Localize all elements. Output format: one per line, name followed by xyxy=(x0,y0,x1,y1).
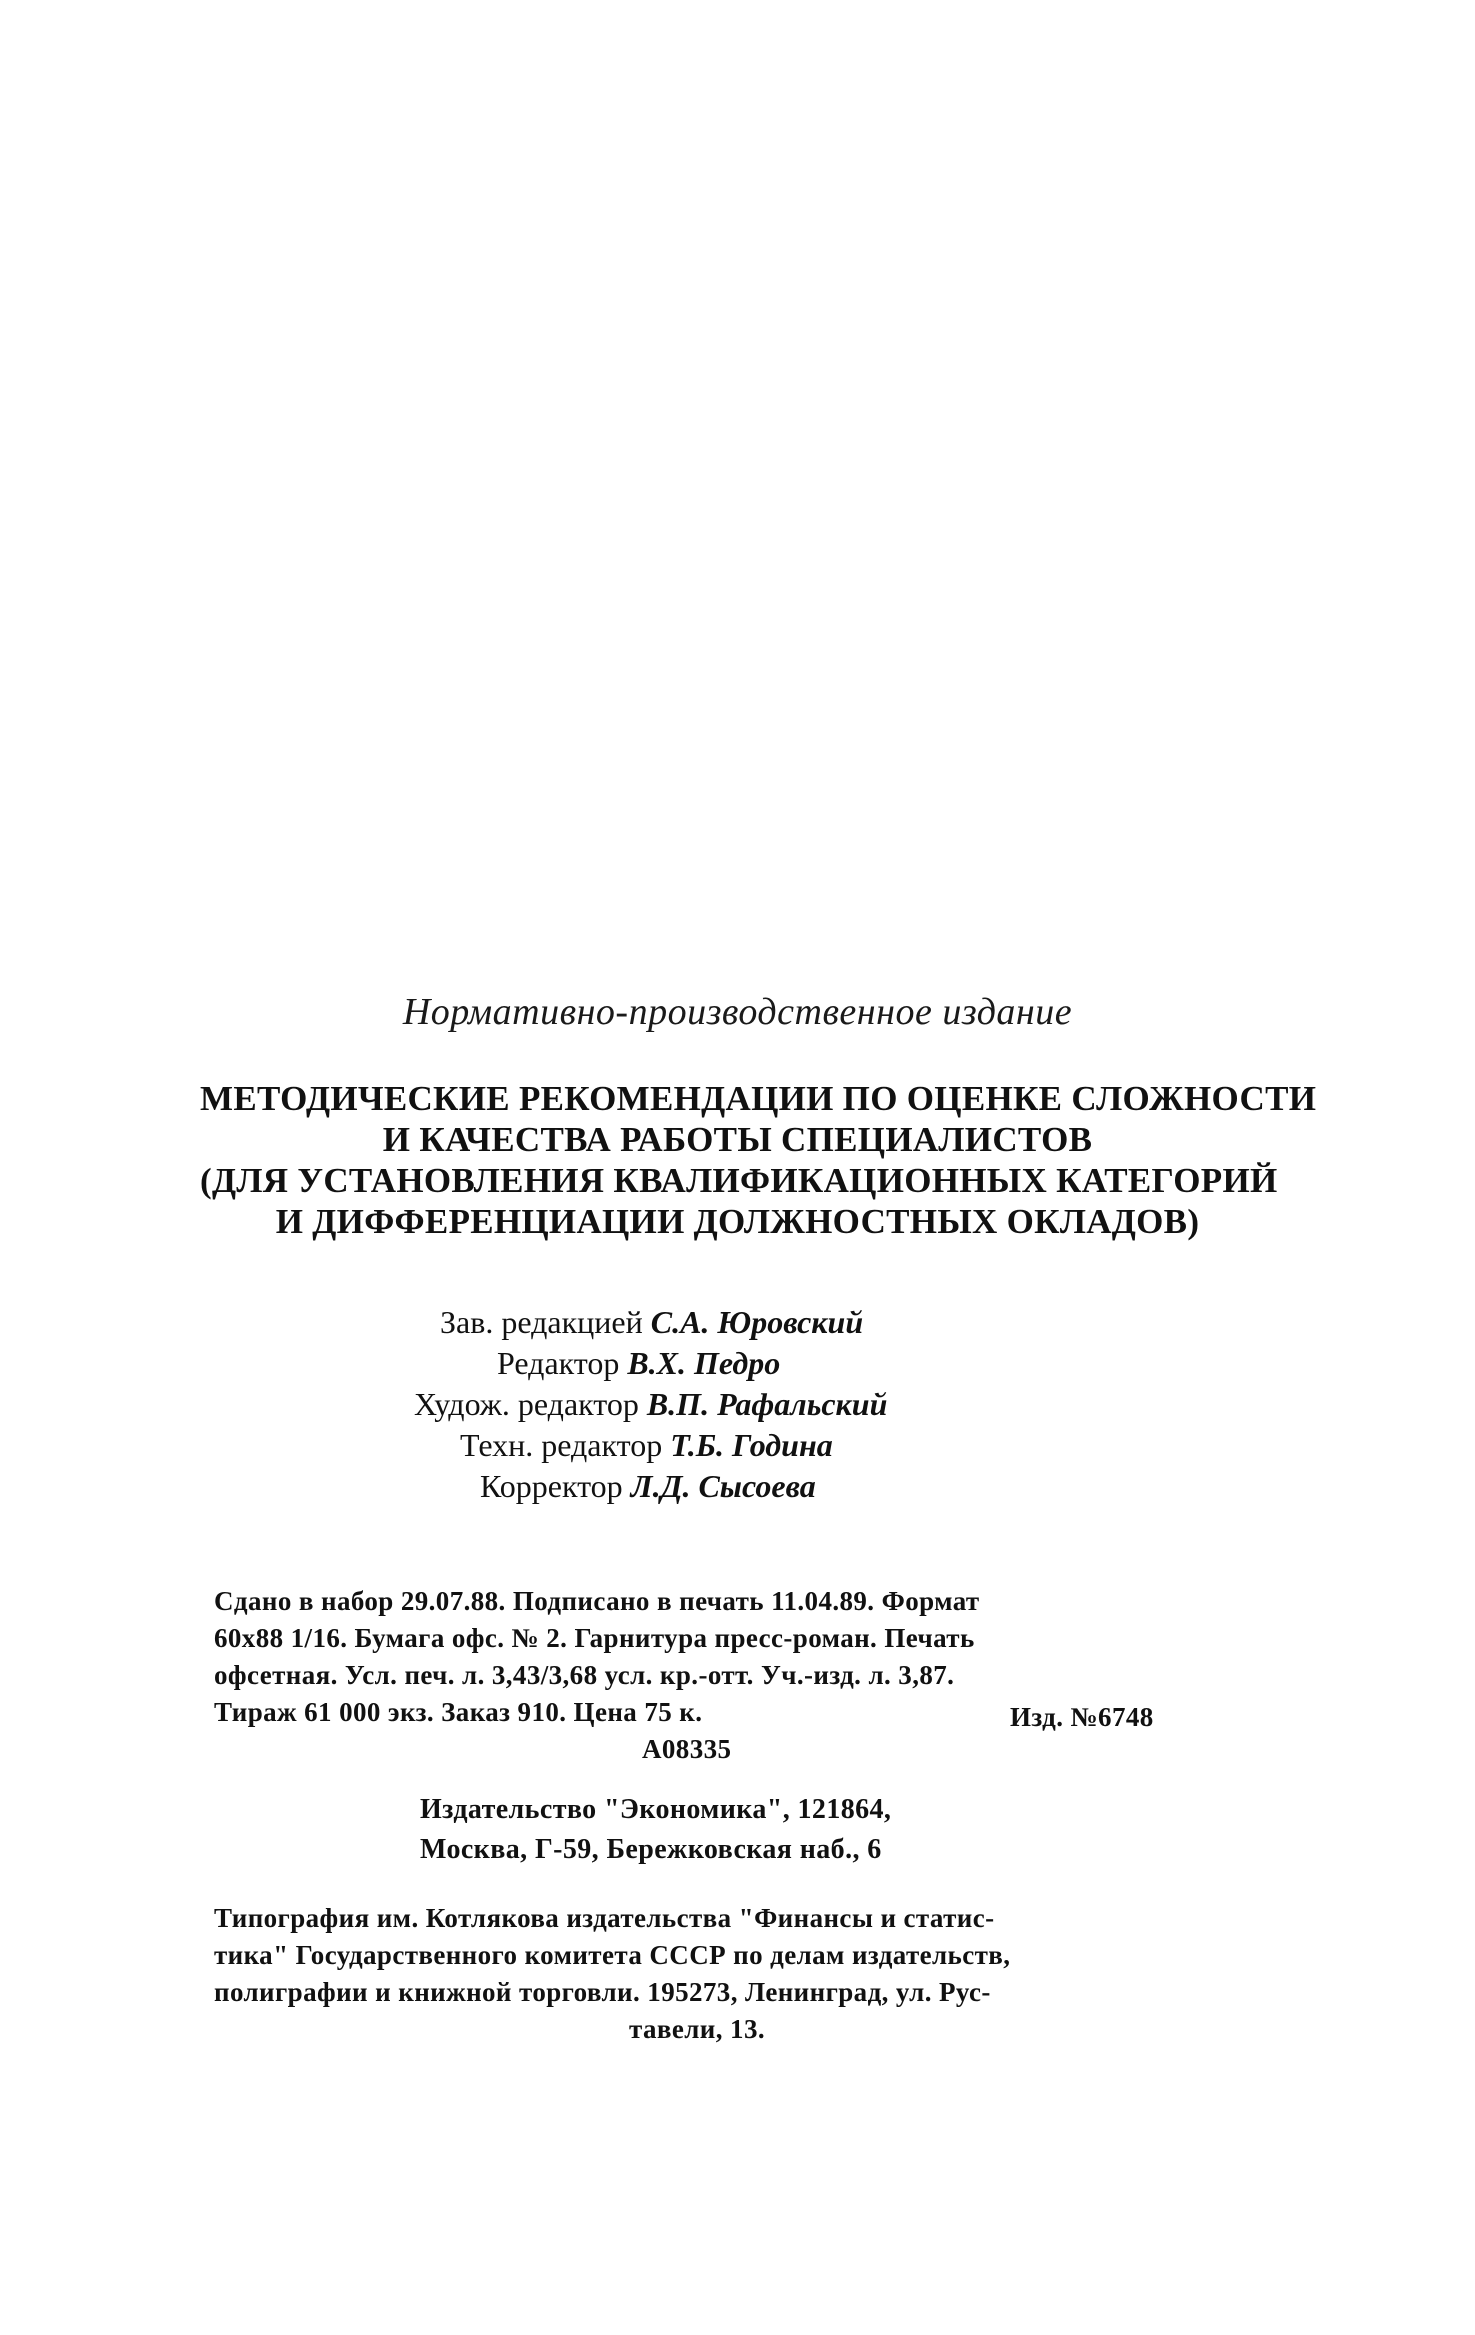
credit-role: Зав. редакцией xyxy=(440,1304,643,1340)
printer-line: тавели, 13. xyxy=(629,2014,766,2044)
publication-code: А08335 xyxy=(642,1734,732,1764)
printer-line: Типография им. Котлякова издательства "Финансы и статис- xyxy=(214,1903,995,1933)
credit-person: Л.Д. Сысоева xyxy=(630,1468,816,1504)
credit-role: Редактор xyxy=(497,1345,620,1381)
credit-role: Худож. редактор xyxy=(414,1386,639,1422)
title-line: И КАЧЕСТВА РАБОТЫ СПЕЦИАЛИСТОВ xyxy=(382,1120,1093,1159)
credit-person: Т.Б. Година xyxy=(670,1427,833,1463)
imprint-line: Сдано в набор 29.07.88. Подписано в печать 11.04.89. Формат xyxy=(214,1586,980,1616)
credit-art-editor xyxy=(414,1384,887,1425)
publisher-line: Москва, Г-59, Бережковская наб., 6 xyxy=(420,1834,882,1865)
credit-person: В.Х. Педро xyxy=(627,1345,781,1381)
book-title xyxy=(200,1078,1317,1242)
credit-head-of-editorial xyxy=(440,1302,863,1343)
credit-proofreader xyxy=(480,1466,816,1507)
imprint-line: офсетная. Усл. печ. л. 3,43/3,68 усл. кр.-отт. Уч.-изд. л. 3,87. xyxy=(214,1660,955,1690)
credit-role: Техн. редактор xyxy=(460,1427,663,1463)
title-line: МЕТОДИЧЕСКИЕ РЕКОМЕНДАЦИИ ПО ОЦЕНКЕ СЛОЖНОСТИ xyxy=(200,1079,1317,1118)
title-line: И ДИФФЕРЕНЦИАЦИИ ДОЛЖНОСТНЫХ ОКЛАДОВ) xyxy=(275,1202,1200,1241)
edition-type: Нормативно-производственное издание xyxy=(402,991,1073,1033)
credit-role: Корректор xyxy=(480,1468,623,1504)
printer-line: полиграфии и книжной торговли. 195273, Ленинград, ул. Рус- xyxy=(214,1977,991,2007)
title-line: (ДЛЯ УСТАНОВЛЕНИЯ КВАЛИФИКАЦИОННЫХ КАТЕГОРИЙ xyxy=(200,1161,1278,1200)
imprint-line: Тираж 61 000 экз. Заказ 910. Цена 75 к. xyxy=(214,1697,703,1727)
printer-line: тика" Государственного комитета СССР по делам издательств, xyxy=(214,1940,1011,1970)
publisher-line: Издательство "Экономика", 121864, xyxy=(420,1794,892,1825)
credit-person: С.А. Юровский xyxy=(650,1304,864,1340)
publication-number: Изд. №6748 xyxy=(1010,1702,1154,1732)
credit-editor xyxy=(497,1343,780,1384)
credit-tech-editor xyxy=(460,1425,833,1466)
credit-person: В.П. Рафальский xyxy=(646,1386,888,1422)
imprint-line: 60х88 1/16. Бумага офс. № 2. Гарнитура пресс-роман. Печать xyxy=(214,1623,975,1653)
